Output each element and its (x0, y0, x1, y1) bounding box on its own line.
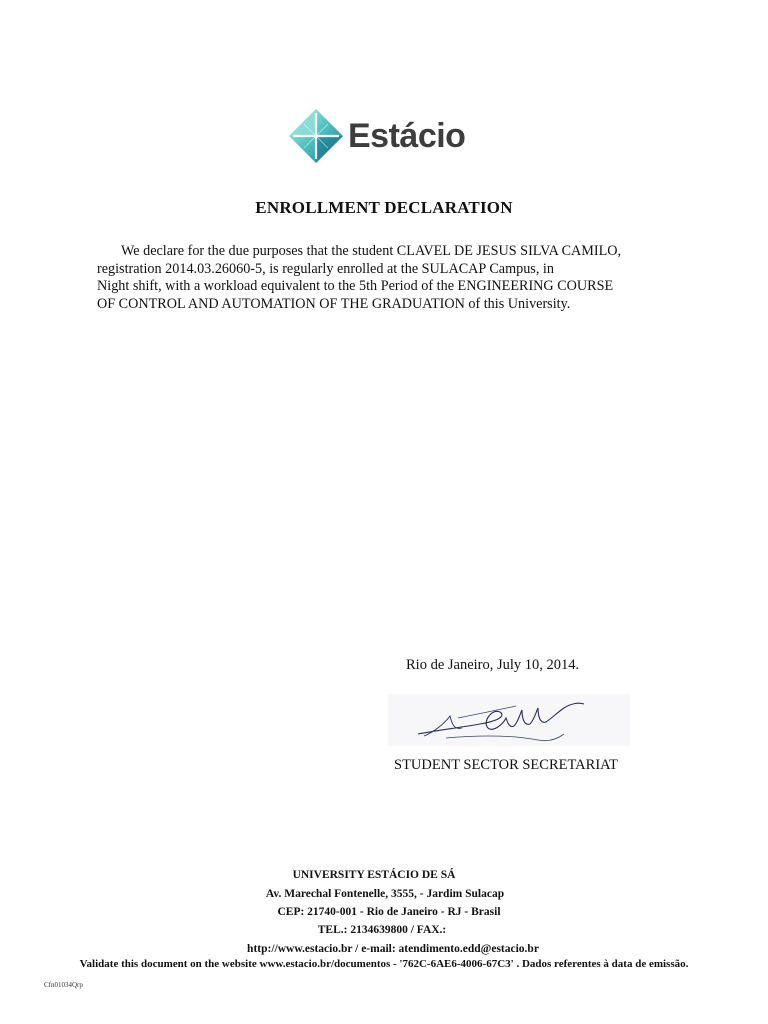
footer-tel: TEL.: 2134639800 / FAX.: (317, 924, 447, 936)
date-line: Rio de Janeiro, July 10, 2014. (406, 657, 580, 673)
estacio-logo-text: Estácio (348, 117, 466, 155)
declaration-line: registration 2014.03.26060-5, is regularly enrolled at the SULACAP Campus, in (97, 260, 554, 277)
document-code: Cfn01034Qrp (44, 981, 83, 989)
estacio-diamond-icon (288, 108, 344, 164)
signature-role: STUDENT SECTOR SECRETARIAT (394, 757, 618, 773)
footer-web: http://www.estacio.br / e-mail: atendimento.edd@estacio.br (247, 943, 539, 955)
declaration-paragraph (97, 243, 677, 313)
document-title: ENROLLMENT DECLARATION (255, 198, 513, 217)
footer-address: Av. Marechal Fontenelle, 3555, - Jardim Sulacap (265, 888, 505, 900)
footer-institution: UNIVERSITY ESTÁCIO DE SÁ (292, 869, 456, 881)
declaration-line: Night shift, with a workload equivalent to the 5th Period of the ENGINEERING COURSE (97, 278, 614, 294)
declaration-line: We declare for the due purposes that the student CLAVEL DE JESUS SILVA CAMILO, (121, 243, 622, 259)
estacio-logo (288, 108, 498, 166)
signature-image (388, 694, 630, 746)
declaration-line: OF CONTROL AND AUTOMATION OF THE GRADUATION of this University. (97, 295, 571, 312)
footer-validation: Validate this document on the website www.estacio.br/documentos - '762C-6AE6-4006-67C3' . Dados referentes à data de emissão. (79, 958, 689, 970)
footer-cep: CEP: 21740-001 - Rio de Janeiro - RJ - Brasil (277, 906, 501, 918)
